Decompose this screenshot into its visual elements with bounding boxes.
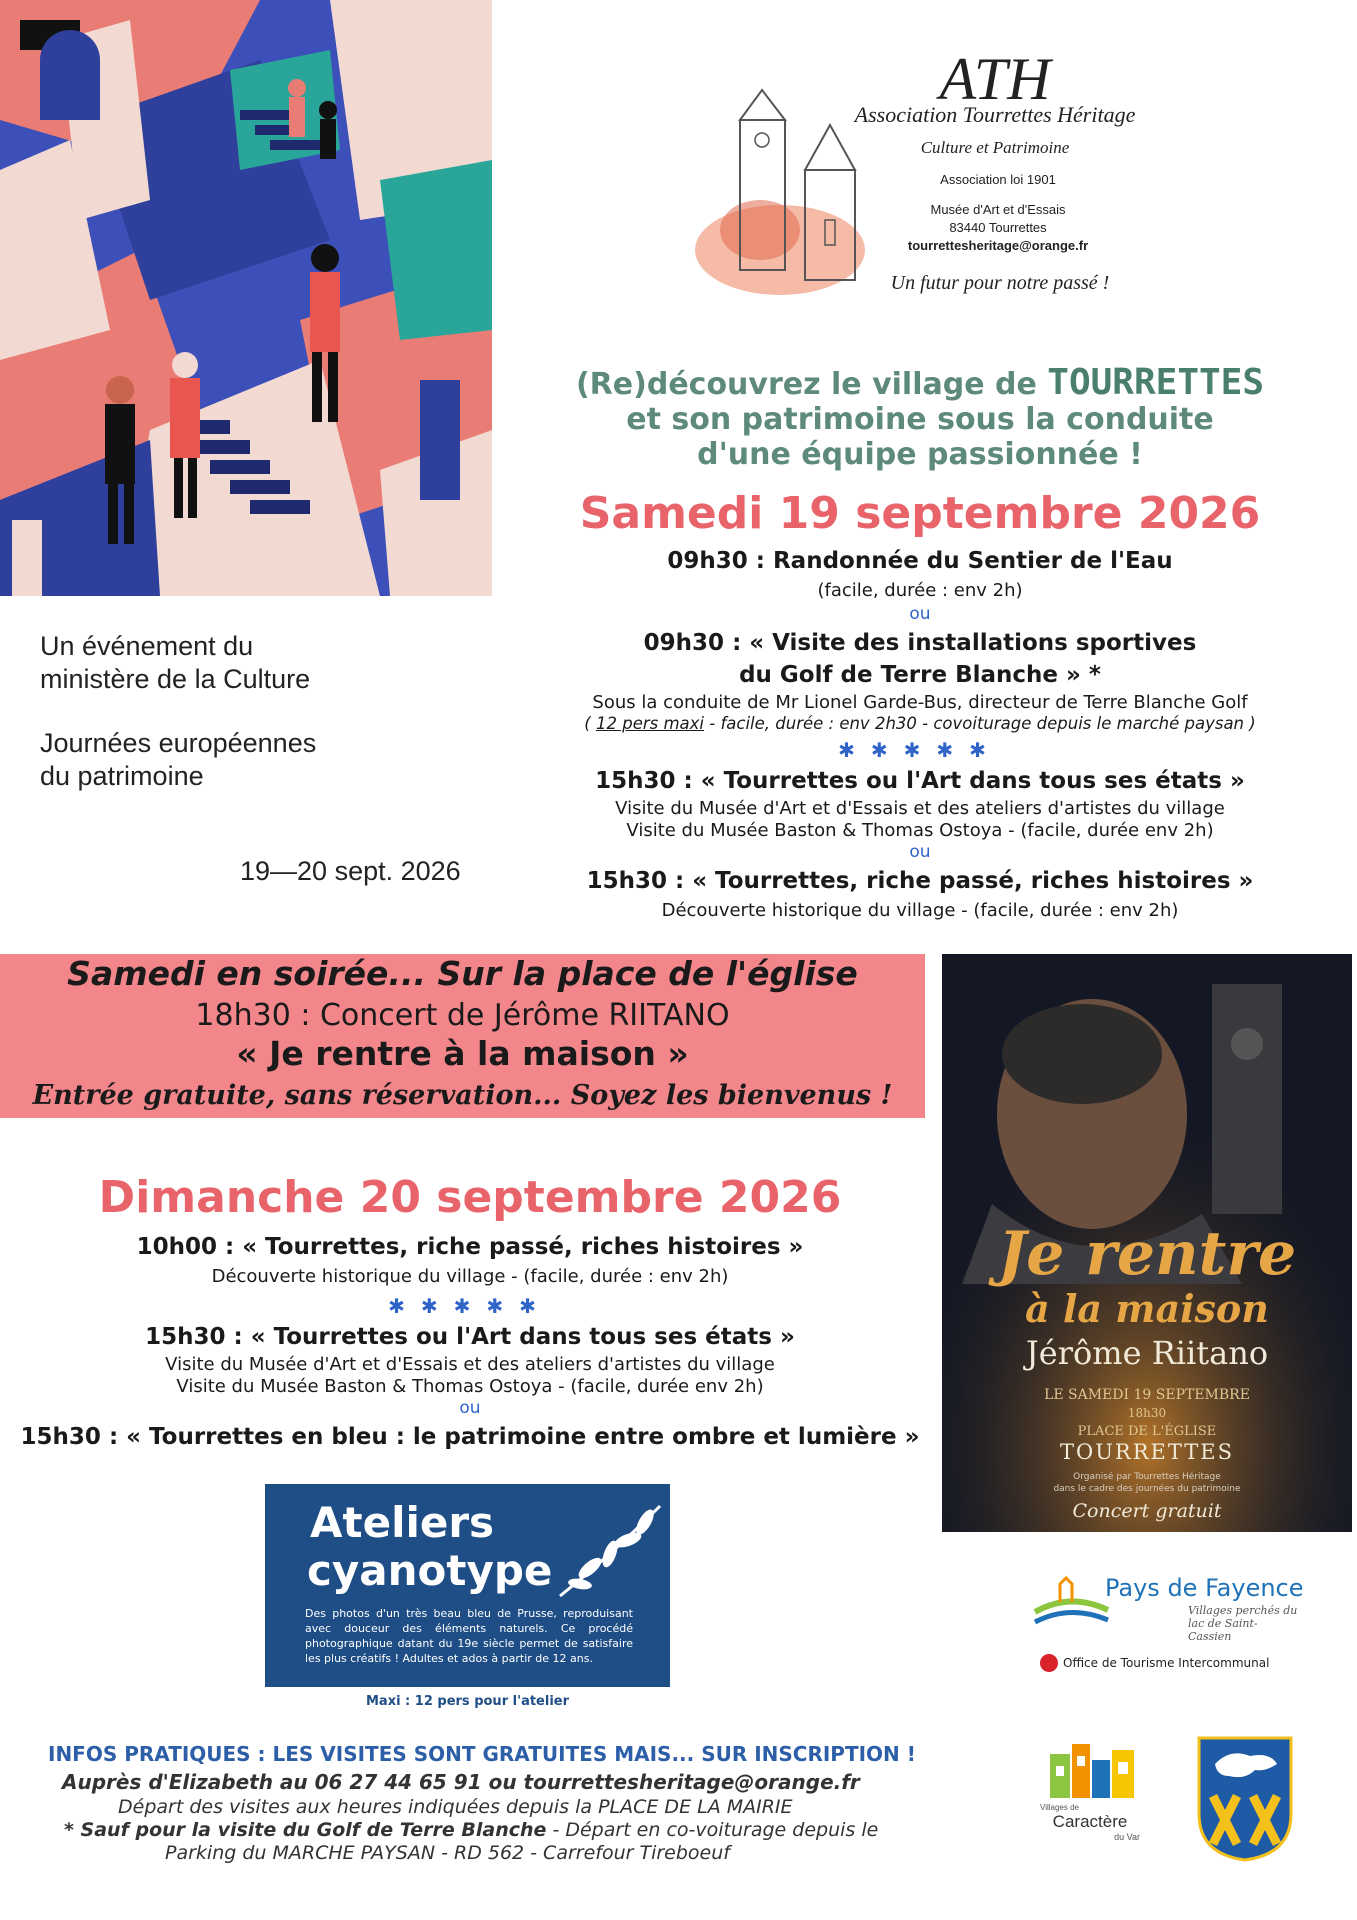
sunday-event-3: 15h30 : « Tourrettes en bleu : le patrimoine entre ombre et lumière » (20, 1424, 920, 1450)
illustrated-stairs-figures-icon (0, 0, 492, 596)
intro-line-1 (520, 362, 1320, 403)
or-separator: ou (459, 1398, 481, 1418)
poster-title-1: Je rentre (997, 1219, 1297, 1289)
sunday-event-1: 10h00 : « Tourrettes, riche passé, riches histoires » (136, 1234, 804, 1260)
info-golf-note-bold: * Sauf pour la visite du Golf de Terre Blanche (64, 1819, 547, 1841)
poster-title-2: à la maison (1025, 1286, 1269, 1331)
or-separator: ou (909, 604, 931, 624)
event-dates: 19—20 sept. 2026 (240, 856, 461, 886)
saturday-event-2-line-2: du Golf de Terre Blanche » * (739, 662, 1101, 688)
poster-place: PLACE DE L'ÉGLISE (1077, 1424, 1217, 1439)
poster-org-2: dans le cadre des journées du patrimoine (1053, 1484, 1241, 1494)
ath-name: Association Tourrettes Héritage (854, 102, 1136, 127)
villages-de-caractere-logo-icon (1048, 1740, 1138, 1802)
villages-label: Villages de (1040, 1803, 1079, 1812)
caption-line-4: du patrimoine (40, 761, 204, 791)
info-golf-note-rest: - Départ en co-voiturage depuis le (546, 1819, 879, 1841)
info-golf-note (64, 1819, 878, 1841)
star-separator-2: ✱✱✱✱✱ (388, 1294, 552, 1318)
villages-region: du Var (1114, 1832, 1140, 1842)
poster-artist: Jérôme Riitano (1025, 1334, 1269, 1372)
pays-de-fayence-title: Pays de Fayence (1105, 1574, 1304, 1602)
ath-law: Association loi 1901 (940, 172, 1056, 187)
poster-town: TOURRETTES (1060, 1440, 1234, 1464)
tourrettes-coat-of-arms-icon (1195, 1734, 1295, 1864)
saturday-event-3: 15h30 : « Tourrettes ou l'Art dans tous ses états » (595, 768, 1245, 794)
sunday-event-2-detail-2: Visite du Musée Baston & Thomas Ostoya - (facile, durée env 2h) (176, 1376, 764, 1397)
office-tourism-label: Office de Tourisme Intercommunal (1063, 1656, 1270, 1670)
intro-line-1a: (Re)découvrez le village de (575, 367, 1048, 402)
info-title: INFOS PRATIQUES : LES VISITES SONT GRATUITES MAIS... SUR INSCRIPTION ! (48, 1742, 916, 1766)
saturday-event-4-detail: Découverte historique du village - (facile, durée : env 2h) (661, 900, 1179, 921)
intro-town: TOURRETTES (1047, 362, 1265, 403)
cyanotype-title-2: cyanotype (307, 1546, 553, 1595)
intro-line-3: d'une équipe passionnée ! (697, 437, 1143, 472)
detail-rest: - facile, durée : env 2h30 - covoiturage depuis le marché paysan ) (704, 714, 1256, 733)
hero-illustration (0, 0, 492, 596)
office-tourism-icon (1040, 1654, 1058, 1672)
saturday-event-2-detail-1: Sous la conduite de Mr Lionel Garde-Bus, directeur de Terre Blanche Golf (592, 692, 1248, 713)
ath-motto: Un futur pour notre passé ! (890, 272, 1110, 294)
caption-line-3: Journées européennes (40, 728, 317, 758)
caption-line-2: ministère de la Culture (40, 664, 311, 694)
saturday-event-1: 09h30 : Randonnée du Sentier de l'Eau (667, 548, 1173, 574)
detail-capacity: 12 pers maxi (595, 714, 705, 733)
ath-address: 83440 Tourrettes (949, 220, 1047, 235)
ath-museum: Musée d'Art et d'Essais (930, 202, 1066, 217)
caption-line-1: Un événement du (40, 631, 254, 661)
detail-open: ( (584, 714, 596, 733)
poster-free: Concert gratuit (1072, 1500, 1222, 1522)
villages-name: Caractère (1052, 1812, 1128, 1831)
saturday-title: Samedi 19 septembre 2026 (579, 488, 1261, 539)
sunday-event-2-detail-1: Visite du Musée d'Art et d'Essais et des ateliers d'artistes du village (165, 1354, 775, 1375)
leaf-branch-icon (550, 1496, 670, 1606)
evening-line-2: 18h30 : Concert de Jérôme RIITANO (195, 998, 730, 1033)
cyanotype-title-1: Ateliers (310, 1498, 495, 1547)
ath-subtitle: Culture et Patrimoine (920, 138, 1070, 157)
pays-de-fayence-logo-icon (1030, 1572, 1110, 1632)
pays-de-fayence-subtitle: Villages perchés du lac de Saint-Cassien (1188, 1604, 1298, 1643)
evening-line-4: Entrée gratuite, sans réservation... Soyez les bienvenus ! (32, 1080, 893, 1111)
ath-email: tourrettesheritage@orange.fr (907, 238, 1089, 253)
sunday-event-1-detail: Découverte historique du village - (facile, durée : env 2h) (211, 1266, 729, 1287)
concert-poster (942, 954, 1352, 1532)
evening-line-1: Samedi en soirée... Sur la place de l'église (67, 954, 858, 993)
saturday-event-2-detail-2 (505, 714, 1335, 733)
saturday-event-2-line-1: 09h30 : « Visite des installations sportives (643, 630, 1197, 656)
event-caption (40, 630, 310, 696)
jep-caption (40, 727, 316, 793)
poster-date: LE SAMEDI 19 SEPTEMBRE (1044, 1387, 1250, 1403)
saturday-event-3-detail-2: Visite du Musée Baston & Thomas Ostoya - (facile, durée env 2h) (626, 820, 1214, 841)
saturday-event-4: 15h30 : « Tourrettes, riche passé, riches histoires » (586, 868, 1254, 894)
sunday-title: Dimanche 20 septembre 2026 (98, 1172, 842, 1223)
poster-time: 18h30 (1127, 1406, 1167, 1420)
intro-line-2: et son patrimoine sous la conduite (626, 402, 1214, 437)
poster-org-1: Organisé par Tourrettes Héritage (1073, 1472, 1221, 1482)
evening-line-3: « Je rentre à la maison » (236, 1034, 689, 1073)
info-departure: Départ des visites aux heures indiquées depuis la PLACE DE LA MAIRIE (118, 1796, 793, 1818)
star-separator-1: ✱✱✱✱✱ (838, 738, 1002, 762)
cyanotype-capacity: Maxi : 12 pers pour l'atelier (365, 1694, 570, 1709)
cyanotype-description: Des photos d'un très beau bleu de Prusse, reproduisant avec douceur des éléments naturels. Ce procédé photographique datant du 19e siècle permet de satisfaire les plus créatifs ! Adultes et ados à partir de 12 ans. (305, 1607, 633, 1665)
or-separator: ou (909, 842, 931, 862)
saturday-event-1-detail: (facile, durée : env 2h) (817, 580, 1023, 601)
info-parking: Parking du MARCHE PAYSAN - RD 562 - Carrefour Tireboeuf (165, 1842, 730, 1864)
sunday-event-2: 15h30 : « Tourrettes ou l'Art dans tous ses états » (145, 1324, 795, 1350)
saturday-event-3-detail-1: Visite du Musée d'Art et d'Essais et des ateliers d'artistes du village (615, 798, 1225, 819)
ath-title: ATH (939, 46, 1051, 112)
info-contact: Auprès d'Elizabeth au 06 27 44 65 91 ou tourrettesheritage@orange.fr (62, 1770, 860, 1794)
